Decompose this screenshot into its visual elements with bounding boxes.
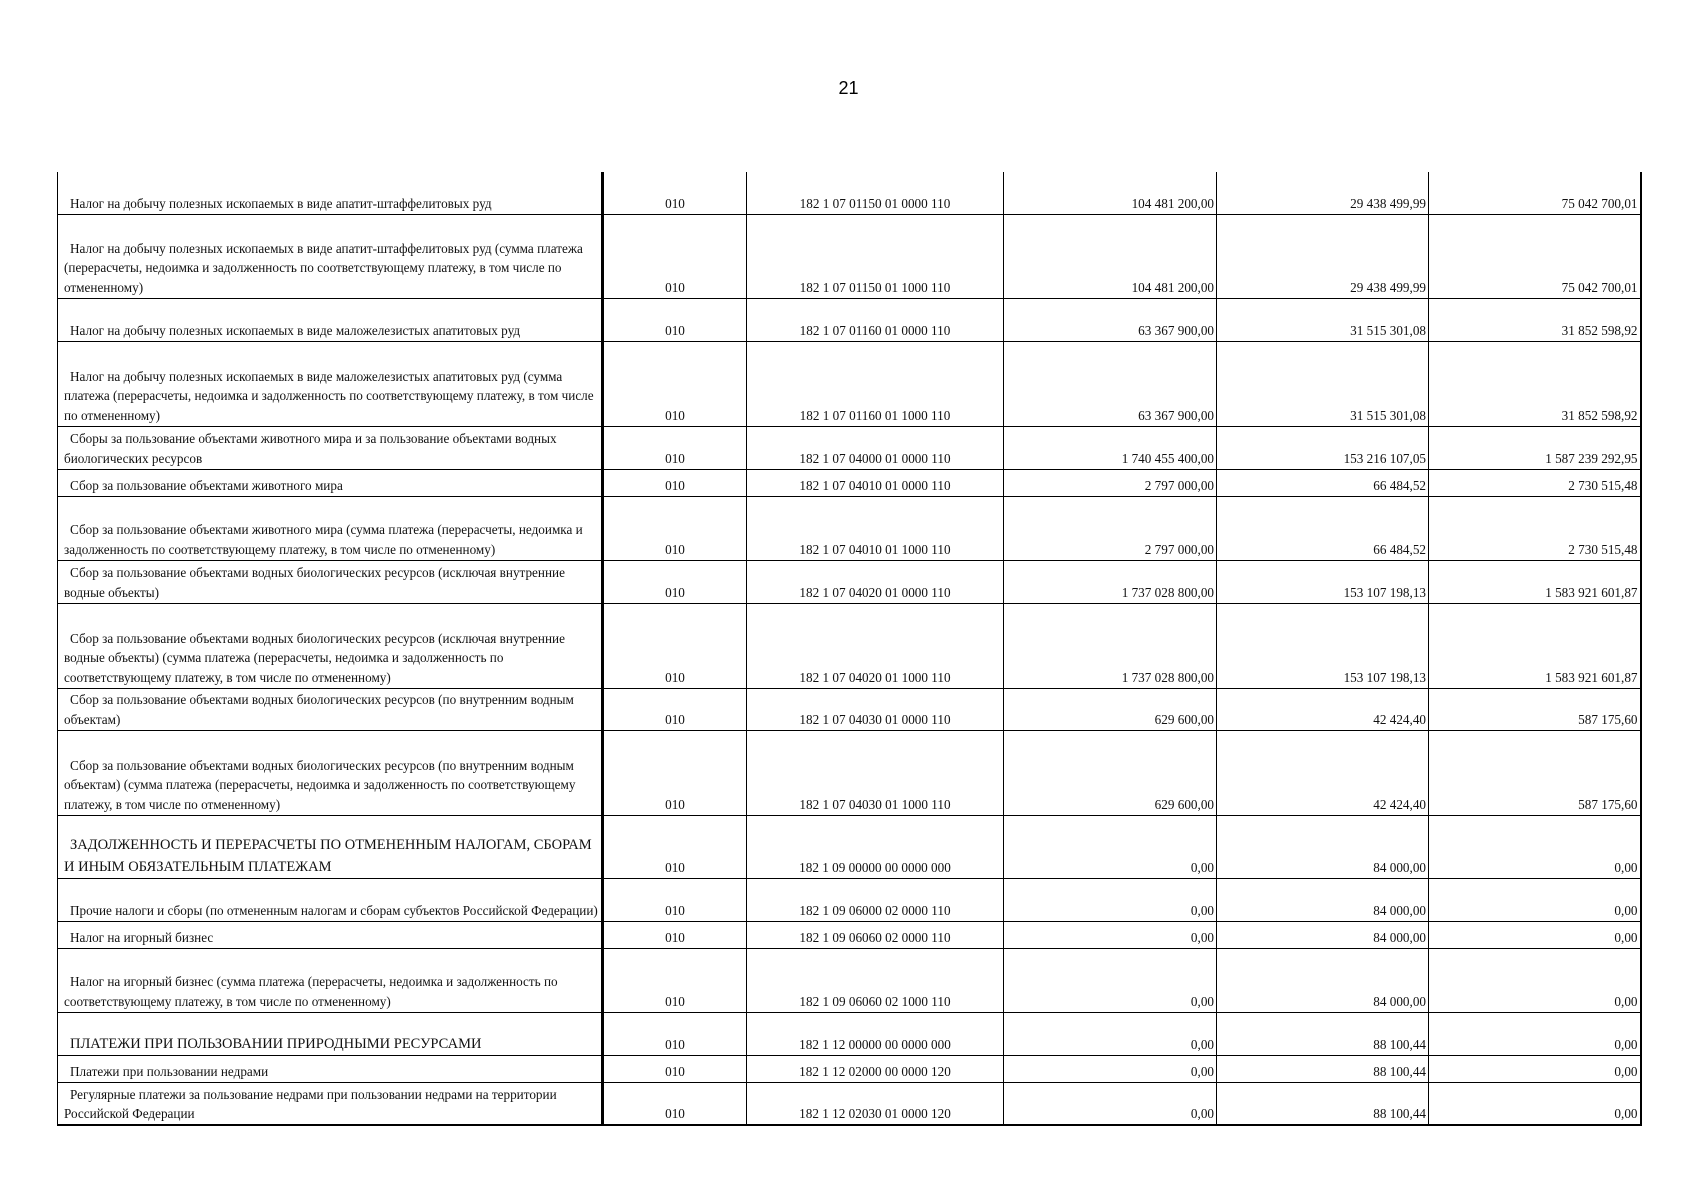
row-code: 010	[603, 496, 747, 560]
table-row	[58, 426, 1641, 469]
row-fact: 84 000,00	[1217, 815, 1429, 878]
row-fact: 153 107 198,13	[1217, 603, 1429, 688]
row-name: Сбор за пользование объектами водных биологических ресурсов (по внутренним водным объектам) (сумма платежа (перерасчеты, недоимка и задолженность по соответствующему платежу, в том числе по отмененному)	[58, 730, 603, 815]
table-row	[58, 469, 1641, 496]
row-fact: 66 484,52	[1217, 469, 1429, 496]
row-fact: 88 100,44	[1217, 1012, 1429, 1055]
table-row	[58, 603, 1641, 688]
row-plan: 0,00	[1004, 815, 1217, 878]
row-code: 010	[603, 560, 747, 603]
row-kbk: 182 1 07 04020 01 0000 110	[747, 560, 1004, 603]
table-row	[58, 688, 1641, 730]
row-kbk: 182 1 09 06060 02 0000 110	[747, 921, 1004, 948]
row-name: Сбор за пользование объектами водных биологических ресурсов (по внутренним водным объектам)	[58, 688, 603, 730]
row-kbk: 182 1 07 04010 01 1000 110	[747, 496, 1004, 560]
row-kbk: 182 1 07 01160 01 1000 110	[747, 341, 1004, 426]
row-kbk: 182 1 12 02000 00 0000 120	[747, 1055, 1004, 1082]
row-code: 010	[603, 815, 747, 878]
row-plan: 1 740 455 400,00	[1004, 426, 1217, 469]
table-row	[58, 1055, 1641, 1082]
row-code: 010	[603, 426, 747, 469]
row-fact: 153 216 107,05	[1217, 426, 1429, 469]
row-kbk: 182 1 07 01150 01 1000 110	[747, 214, 1004, 298]
row-rest: 0,00	[1429, 1082, 1641, 1125]
row-fact: 31 515 301,08	[1217, 341, 1429, 426]
row-fact: 31 515 301,08	[1217, 298, 1429, 341]
row-kbk: 182 1 07 04000 01 0000 110	[747, 426, 1004, 469]
row-plan: 0,00	[1004, 948, 1217, 1012]
row-rest: 0,00	[1429, 1055, 1641, 1082]
row-rest: 0,00	[1429, 878, 1641, 921]
row-rest: 587 175,60	[1429, 688, 1641, 730]
page-number: 21	[838, 78, 859, 98]
row-plan: 63 367 900,00	[1004, 341, 1217, 426]
row-rest: 75 042 700,01	[1429, 172, 1641, 214]
row-kbk: 182 1 12 00000 00 0000 000	[747, 1012, 1004, 1055]
row-plan: 1 737 028 800,00	[1004, 603, 1217, 688]
row-fact: 84 000,00	[1217, 948, 1429, 1012]
row-code: 010	[603, 1012, 747, 1055]
table-row	[58, 730, 1641, 815]
row-code: 010	[603, 172, 747, 214]
row-kbk: 182 1 07 01150 01 0000 110	[747, 172, 1004, 214]
table-row	[58, 560, 1641, 603]
row-code: 010	[603, 921, 747, 948]
row-fact: 66 484,52	[1217, 496, 1429, 560]
row-kbk: 182 1 09 06060 02 1000 110	[747, 948, 1004, 1012]
row-rest: 0,00	[1429, 921, 1641, 948]
row-plan: 104 481 200,00	[1004, 172, 1217, 214]
table-row	[58, 878, 1641, 921]
row-name: Налог на игорный бизнес (сумма платежа (перерасчеты, недоимка и задолженность по соответствующему платежу, в том числе по отмененному)	[58, 948, 603, 1012]
row-name: Сбор за пользование объектами животного мира	[58, 469, 603, 496]
table-row	[58, 341, 1641, 426]
row-code: 010	[603, 469, 747, 496]
row-name: Налог на добычу полезных ископаемых в виде апатит-штаффелитовых руд	[58, 172, 603, 214]
row-kbk: 182 1 09 00000 00 0000 000	[747, 815, 1004, 878]
table-row	[58, 214, 1641, 298]
row-rest: 31 852 598,92	[1429, 341, 1641, 426]
row-plan: 629 600,00	[1004, 730, 1217, 815]
row-name: Налог на добычу полезных ископаемых в виде апатит-штаффелитовых руд (сумма платежа (перерасчеты, недоимка и задолженность по соответствующему платежу, в том числе по отмененному)	[58, 214, 603, 298]
row-kbk: 182 1 07 04030 01 0000 110	[747, 688, 1004, 730]
row-kbk: 182 1 12 02030 01 0000 120	[747, 1082, 1004, 1125]
row-kbk: 182 1 07 04020 01 1000 110	[747, 603, 1004, 688]
row-code: 010	[603, 1055, 747, 1082]
row-fact: 84 000,00	[1217, 878, 1429, 921]
row-plan: 2 797 000,00	[1004, 469, 1217, 496]
row-code: 010	[603, 298, 747, 341]
row-name: ПЛАТЕЖИ ПРИ ПОЛЬЗОВАНИИ ПРИРОДНЫМИ РЕСУРСАМИ	[58, 1012, 603, 1055]
table-row	[58, 815, 1641, 878]
row-name: Налог на игорный бизнес	[58, 921, 603, 948]
row-plan: 2 797 000,00	[1004, 496, 1217, 560]
table-row	[58, 1012, 1641, 1055]
table-row	[58, 948, 1641, 1012]
row-code: 010	[603, 341, 747, 426]
row-code: 010	[603, 730, 747, 815]
row-plan: 1 737 028 800,00	[1004, 560, 1217, 603]
row-fact: 153 107 198,13	[1217, 560, 1429, 603]
row-plan: 0,00	[1004, 1055, 1217, 1082]
row-fact: 42 424,40	[1217, 688, 1429, 730]
row-plan: 0,00	[1004, 878, 1217, 921]
row-code: 010	[603, 948, 747, 1012]
row-code: 010	[603, 878, 747, 921]
row-rest: 587 175,60	[1429, 730, 1641, 815]
row-name: Регулярные платежи за пользование недрами при пользовании недрами на территории Российской Федерации	[58, 1082, 603, 1125]
row-rest: 1 583 921 601,87	[1429, 603, 1641, 688]
row-rest: 75 042 700,01	[1429, 214, 1641, 298]
row-plan: 63 367 900,00	[1004, 298, 1217, 341]
row-name: Сбор за пользование объектами водных биологических ресурсов (исключая внутренние водные объекты) (сумма платежа (перерасчеты, недоимка и задолженность по соответствующему платежу, в том числе по отмененному)	[58, 603, 603, 688]
row-plan: 629 600,00	[1004, 688, 1217, 730]
row-fact: 42 424,40	[1217, 730, 1429, 815]
row-plan: 104 481 200,00	[1004, 214, 1217, 298]
row-plan: 0,00	[1004, 1012, 1217, 1055]
row-fact: 84 000,00	[1217, 921, 1429, 948]
table-row	[58, 298, 1641, 341]
table-row	[58, 1082, 1641, 1125]
row-rest: 2 730 515,48	[1429, 496, 1641, 560]
row-rest: 2 730 515,48	[1429, 469, 1641, 496]
row-fact: 88 100,44	[1217, 1082, 1429, 1125]
row-rest: 31 852 598,92	[1429, 298, 1641, 341]
row-name: Сбор за пользование объектами животного мира (сумма платежа (перерасчеты, недоимка и задолженность по соответствующему платежу, в том числе по отмененному)	[58, 496, 603, 560]
row-name: Платежи при пользовании недрами	[58, 1055, 603, 1082]
row-code: 010	[603, 688, 747, 730]
row-fact: 29 438 499,99	[1217, 172, 1429, 214]
row-name: Сбор за пользование объектами водных биологических ресурсов (исключая внутренние водные объекты)	[58, 560, 603, 603]
row-kbk: 182 1 09 06000 02 0000 110	[747, 878, 1004, 921]
budget-revenue-table	[57, 172, 1642, 1126]
row-fact: 29 438 499,99	[1217, 214, 1429, 298]
row-rest: 0,00	[1429, 815, 1641, 878]
table-row	[58, 172, 1641, 214]
row-code: 010	[603, 1082, 747, 1125]
row-kbk: 182 1 07 04010 01 0000 110	[747, 469, 1004, 496]
row-rest: 1 587 239 292,95	[1429, 426, 1641, 469]
row-kbk: 182 1 07 04030 01 1000 110	[747, 730, 1004, 815]
row-plan: 0,00	[1004, 1082, 1217, 1125]
row-name: Налог на добычу полезных ископаемых в виде маложелезистых апатитовых руд	[58, 298, 603, 341]
row-rest: 0,00	[1429, 1012, 1641, 1055]
table-row	[58, 496, 1641, 560]
row-plan: 0,00	[1004, 921, 1217, 948]
row-name: Налог на добычу полезных ископаемых в виде маложелезистых апатитовых руд (сумма платежа (перерасчеты, недоимка и задолженность по соответствующему платежу, в том числе по отмененному)	[58, 341, 603, 426]
row-code: 010	[603, 603, 747, 688]
row-name: Прочие налоги и сборы (по отмененным налогам и сборам субъектов Российской Федерации)	[58, 878, 603, 921]
row-rest: 0,00	[1429, 948, 1641, 1012]
row-name: Сборы за пользование объектами животного мира и за пользование объектами водных биологических ресурсов	[58, 426, 603, 469]
row-code: 010	[603, 214, 747, 298]
row-rest: 1 583 921 601,87	[1429, 560, 1641, 603]
row-fact: 88 100,44	[1217, 1055, 1429, 1082]
table-row	[58, 921, 1641, 948]
row-name: ЗАДОЛЖЕННОСТЬ И ПЕРЕРАСЧЕТЫ ПО ОТМЕНЕННЫМ НАЛОГАМ, СБОРАМ И ИНЫМ ОБЯЗАТЕЛЬНЫМ ПЛАТЕЖАМ	[58, 815, 603, 878]
row-kbk: 182 1 07 01160 01 0000 110	[747, 298, 1004, 341]
